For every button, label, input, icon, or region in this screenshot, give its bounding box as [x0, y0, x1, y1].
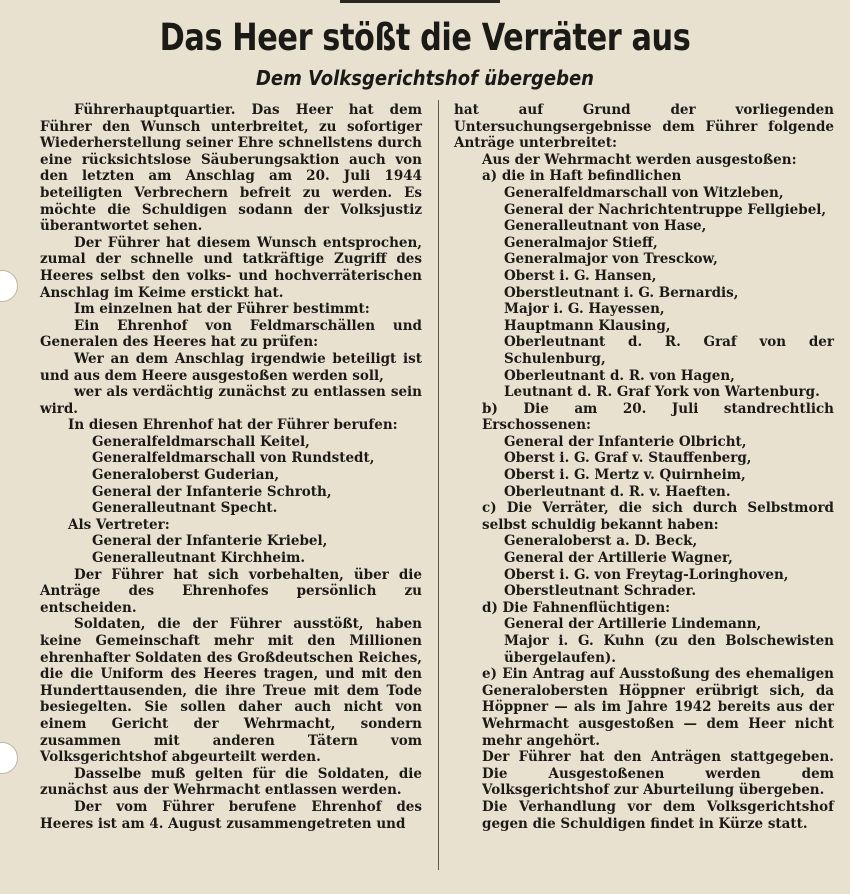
list-item: Generalleutnant Specht. — [92, 500, 278, 517]
list-item: Generalmajor von Tresckow, — [504, 251, 718, 268]
list-item: General der Artillerie Lindemann, — [504, 616, 762, 633]
list-item: General der Artillerie Wagner, — [504, 550, 733, 567]
top-rule — [340, 0, 500, 3]
paragraph: Im einzelnen hat der Führer bestimmt: — [74, 301, 370, 318]
left-column — [40, 102, 422, 832]
paragraph: Ein Ehrenhof von Feldmarschällen und Generalen des Heeres hat zu prüfen: — [40, 317, 422, 351]
list-item: Oberleutnant d. R. v. Haeften. — [504, 483, 731, 500]
paragraph: In diesen Ehrenhof hat der Führer berufen: — [68, 417, 398, 434]
list-item: Generalleutnant von Hase, — [504, 218, 707, 235]
list-item: Major i. G. Kuhn (zu den Bolschewisten übergelaufen). — [504, 633, 834, 666]
paragraph: hat auf Grund der vorliegenden Untersuchungsergebnisse dem Führer folgende Anträge unterbreitet: — [454, 102, 834, 152]
list-heading: b) Die am 20. Juli standrechtlich Erschossenen: — [482, 400, 834, 434]
list-item: Oberleutnant d. R. von Hagen, — [504, 367, 735, 384]
headline: Das Heer stößt die Verräter aus — [159, 16, 691, 59]
list-item: Oberst i. G. von Freytag-Loringhoven, — [504, 566, 789, 583]
punch-hole — [0, 270, 18, 302]
paragraph: Wer an dem Anschlag irgendwie beteiligt ist und aus dem Heere ausgestoßen werden soll, — [40, 350, 422, 384]
paragraph: Die Verhandlung vor dem Volksgerichtshof gegen die Schuldigen findet in Kürze statt. — [482, 798, 834, 832]
list-item: General der Nachrichtentruppe Fellgiebel, — [504, 201, 827, 218]
list-item: Generalfeldmarschall Keitel, — [92, 433, 310, 450]
list-item: Oberleutnant d. R. Graf von der Schulenburg, — [504, 334, 834, 367]
list-item: Oberst i. G. Graf v. Stauffenberg, — [504, 450, 752, 467]
list-item: Generaloberst a. D. Beck, — [504, 533, 698, 550]
list-item: Oberst i. G. Hansen, — [504, 267, 657, 284]
list-item: Oberstleutnant Schrader. — [504, 583, 697, 600]
list-item: Generalleutnant Kirchheim. — [92, 550, 306, 567]
list-item: Hauptmann Klausing, — [504, 317, 671, 334]
list-item: Generalmajor Stieff, — [504, 234, 658, 251]
paragraph: Als Vertreter: — [68, 516, 170, 533]
paragraph: e) Ein Antrag auf Ausstoßung des ehemaligen Generalobersten Höppner erübrigt sich, da Höppner — als im Jahre 1942 bereits aus der Wehrmacht ausgestoßen — dem Heer nicht mehr angehört. — [482, 666, 834, 749]
list-item: Major i. G. Hayessen, — [504, 301, 665, 318]
paragraph: Der vom Führer berufene Ehrenhof des Heeres ist am 4. August zusammengetreten und — [40, 798, 422, 832]
list-item: General der Infanterie Schroth, — [92, 483, 332, 500]
list-item: Generalfeldmarschall von Rundstedt, — [92, 450, 375, 467]
list-item: Oberstleutnant i. G. Bernardis, — [504, 284, 739, 301]
paragraph: wer als verdächtig zunächst zu entlassen sein wird. — [40, 384, 422, 417]
list-heading: d) Die Fahnenflüchtigen: — [482, 599, 671, 616]
list-item: Generaloberst Guderian, — [92, 467, 280, 484]
column-divider — [438, 100, 439, 870]
list-item: Leutnant d. R. Graf York von Wartenburg. — [504, 384, 820, 401]
paragraph: Aus der Wehrmacht werden ausgestoßen: — [482, 151, 797, 168]
paragraph: Dasselbe muß gelten für die Soldaten, die zunächst aus der Wehrmacht entlassen werden. — [40, 765, 422, 799]
list-heading: a) die in Haft befindlichen — [482, 168, 682, 185]
list-item: Oberst i. G. Mertz v. Quirnheim, — [504, 467, 746, 484]
paragraph: Soldaten, die der Führer ausstößt, haben keine Gemeinschaft mehr mit den Millionen ehrenhafter Soldaten des Großdeutschen Reiches, die die Uniform des Heeres tragen, und mit den Hunderttausenden, die ihre Treue mit dem Tode besiegelten. Sie sollen daher auch nicht von einem Gericht der Wehrmacht, sondern zusammen mit anderen Tätern vom Volksgerichtshof abgeurteilt werden. — [40, 616, 422, 766]
list-item: General der Infanterie Kriebel, — [92, 533, 328, 550]
right-column — [454, 102, 834, 832]
paragraph: Der Führer hat den Anträgen stattgegeben. Die Ausgestoßenen werden dem Volksgerichtshof zur Aburteilung übergeben. — [482, 749, 834, 799]
paragraph: Führerhauptquartier. Das Heer hat dem Führer den Wunsch unterbreitet, zu sofortiger Wiederherstellung seiner Ehre schnellstens durch eine rücksichtslose Säuberungsaktion auch von den letzten am Anschlag am 20. Juli 1944 beteiligten Verbrechern befreit zu werden. Es möchte die Schuldigen sodann der Volksjustiz überantwortet sehen. — [40, 102, 422, 235]
paragraph: Der Führer hat diesem Wunsch entsprochen, zumal der schnelle und tatkräftige Zugriff des Heeres selbst den volks- und hochverräterischen Anschlag im Keime erstickt hat. — [40, 234, 422, 301]
list-item: General der Infanterie Olbricht, — [504, 433, 747, 450]
paragraph: Der Führer hat sich vorbehalten, über die Anträge des Ehrenhofes persönlich zu entscheiden. — [40, 566, 422, 616]
subheadline: Dem Volksgerichtshof übergeben — [255, 66, 595, 90]
punch-hole — [0, 742, 18, 774]
list-item: Generalfeldmarschall von Witzleben, — [504, 184, 784, 201]
list-heading: c) Die Verräter, die sich durch Selbstmord selbst schuldig bekannt haben: — [482, 500, 834, 533]
